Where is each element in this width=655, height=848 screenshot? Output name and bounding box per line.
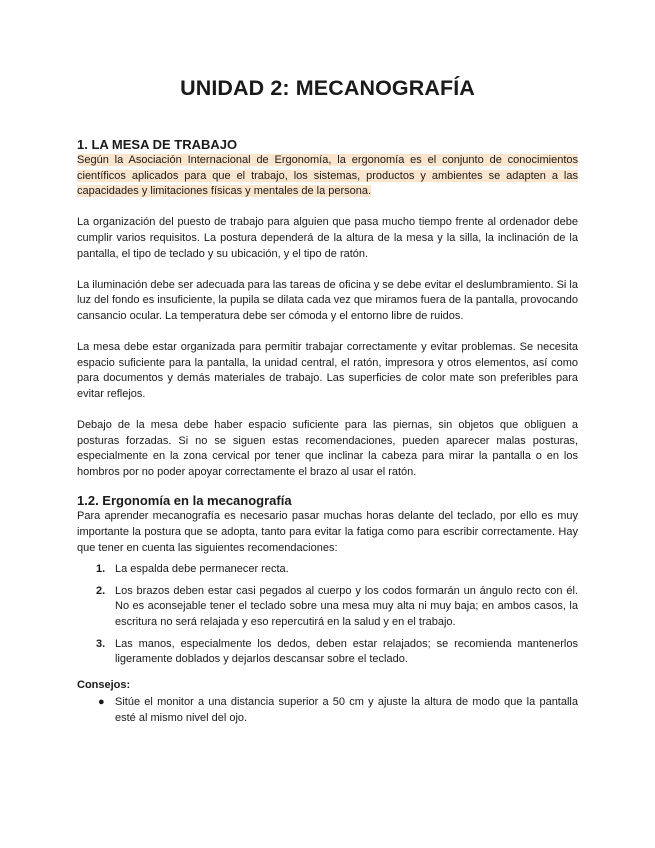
list-item xyxy=(77,584,578,631)
section-ergonomia-mecanografia xyxy=(77,493,578,726)
recommendations-list xyxy=(77,562,578,668)
paragraph: La organización del puesto de trabajo para alguien que pasa mucho tiempo frente al ordenador debe cumplir varios requisitos. La postura dependerá de la altura de la mesa y la silla, la inclinación de la pantalla, el tipo de teclado y su ubicación, y el tipo de ratón. xyxy=(77,216,578,260)
bullet-icon: ● xyxy=(98,696,105,709)
tips-list xyxy=(77,695,578,726)
paragraph: La iluminación debe ser adecuada para las tareas de oficina y se debe evitar el deslumbramiento. Si la luz del fondo es insuficiente, la pupila se dilata cada vez que miramos fuera de la pantalla, provocando cansancio ocular. La temperatura debe ser cómoda y el entorno libre de ruidos. xyxy=(77,278,578,322)
list-number: 2. xyxy=(96,584,106,597)
highlighted-definition xyxy=(77,153,578,200)
list-item xyxy=(77,562,578,578)
subsection-heading: 1.2. Ergonomía en la mecanografía xyxy=(77,493,292,509)
list-item xyxy=(77,695,578,726)
list-item-text: Sitúe el monitor a una distancia superior a 50 cm y ajuste la altura de modo que la pantalla esté al mismo nivel del ojo. xyxy=(115,696,578,724)
list-item-text: Los brazos deben estar casi pegados al cuerpo y los codos formarán un ángulo recto con él. No es aconsejable tener el teclado sobre una mesa muy alta ni muy baja; en ambos casos, la escritura no será relajada y eso repercutirá en la salud y en el trabajo. xyxy=(115,584,578,629)
list-item xyxy=(77,637,578,668)
section-heading: 1. LA MESA DE TRABAJO xyxy=(77,137,238,152)
list-number: 3. xyxy=(96,637,106,650)
list-item-text: Las manos, especialmente los dedos, deben estar relajados; se recomienda mantenerlos ligeramente doblados y dejarlos descansar sobre el teclado. xyxy=(115,637,578,666)
paragraph: La mesa debe estar organizada para permitir trabajar correctamente y evitar problemas. Se necesita espacio suficiente para la pantalla, la unidad central, el ratón, impresora y otros elementos, así como para documentos y demás materiales de trabajo. Las superficies de color mate son preferibles para evitar reflejos. xyxy=(77,341,578,400)
list-item-text: La espalda debe permanecer recta. xyxy=(115,563,289,576)
highlight-text: Según la Asociación Internacional de Ergonomía, la ergonomía es el conjunto de conocimientos científicos aplicados para que el trabajo, los sistemas, productos y ambientes se adapten a las capacidades y limitaciones físicas y mentales de la persona. xyxy=(77,154,578,198)
tips-heading: Consejos: xyxy=(77,678,131,691)
paragraph: Para aprender mecanografía es necesario pasar muchas horas delante del teclado, por ello es muy importante la postura que se adopta, tanto para evitar la fatiga como para escribir correctamente. Hay que tener en cuenta las siguientes recomendaciones: xyxy=(77,510,578,554)
page-title: UNIDAD 2: MECANOGRAFÍA xyxy=(180,76,475,100)
list-number: 1. xyxy=(96,563,106,576)
paragraph: Debajo de la mesa debe haber espacio suficiente para las piernas, sin objetos que obliguen a posturas forzadas. Si no se siguen estas recomendaciones, pueden aparecer malas posturas, especialmente en la zona cervical por tener que inclinar la cabeza para mirar la pantalla o en los hombros por no poder apoyar correctamente el brazo al usar el ratón. xyxy=(77,419,578,478)
section-mesa-de-trabajo xyxy=(77,137,578,480)
